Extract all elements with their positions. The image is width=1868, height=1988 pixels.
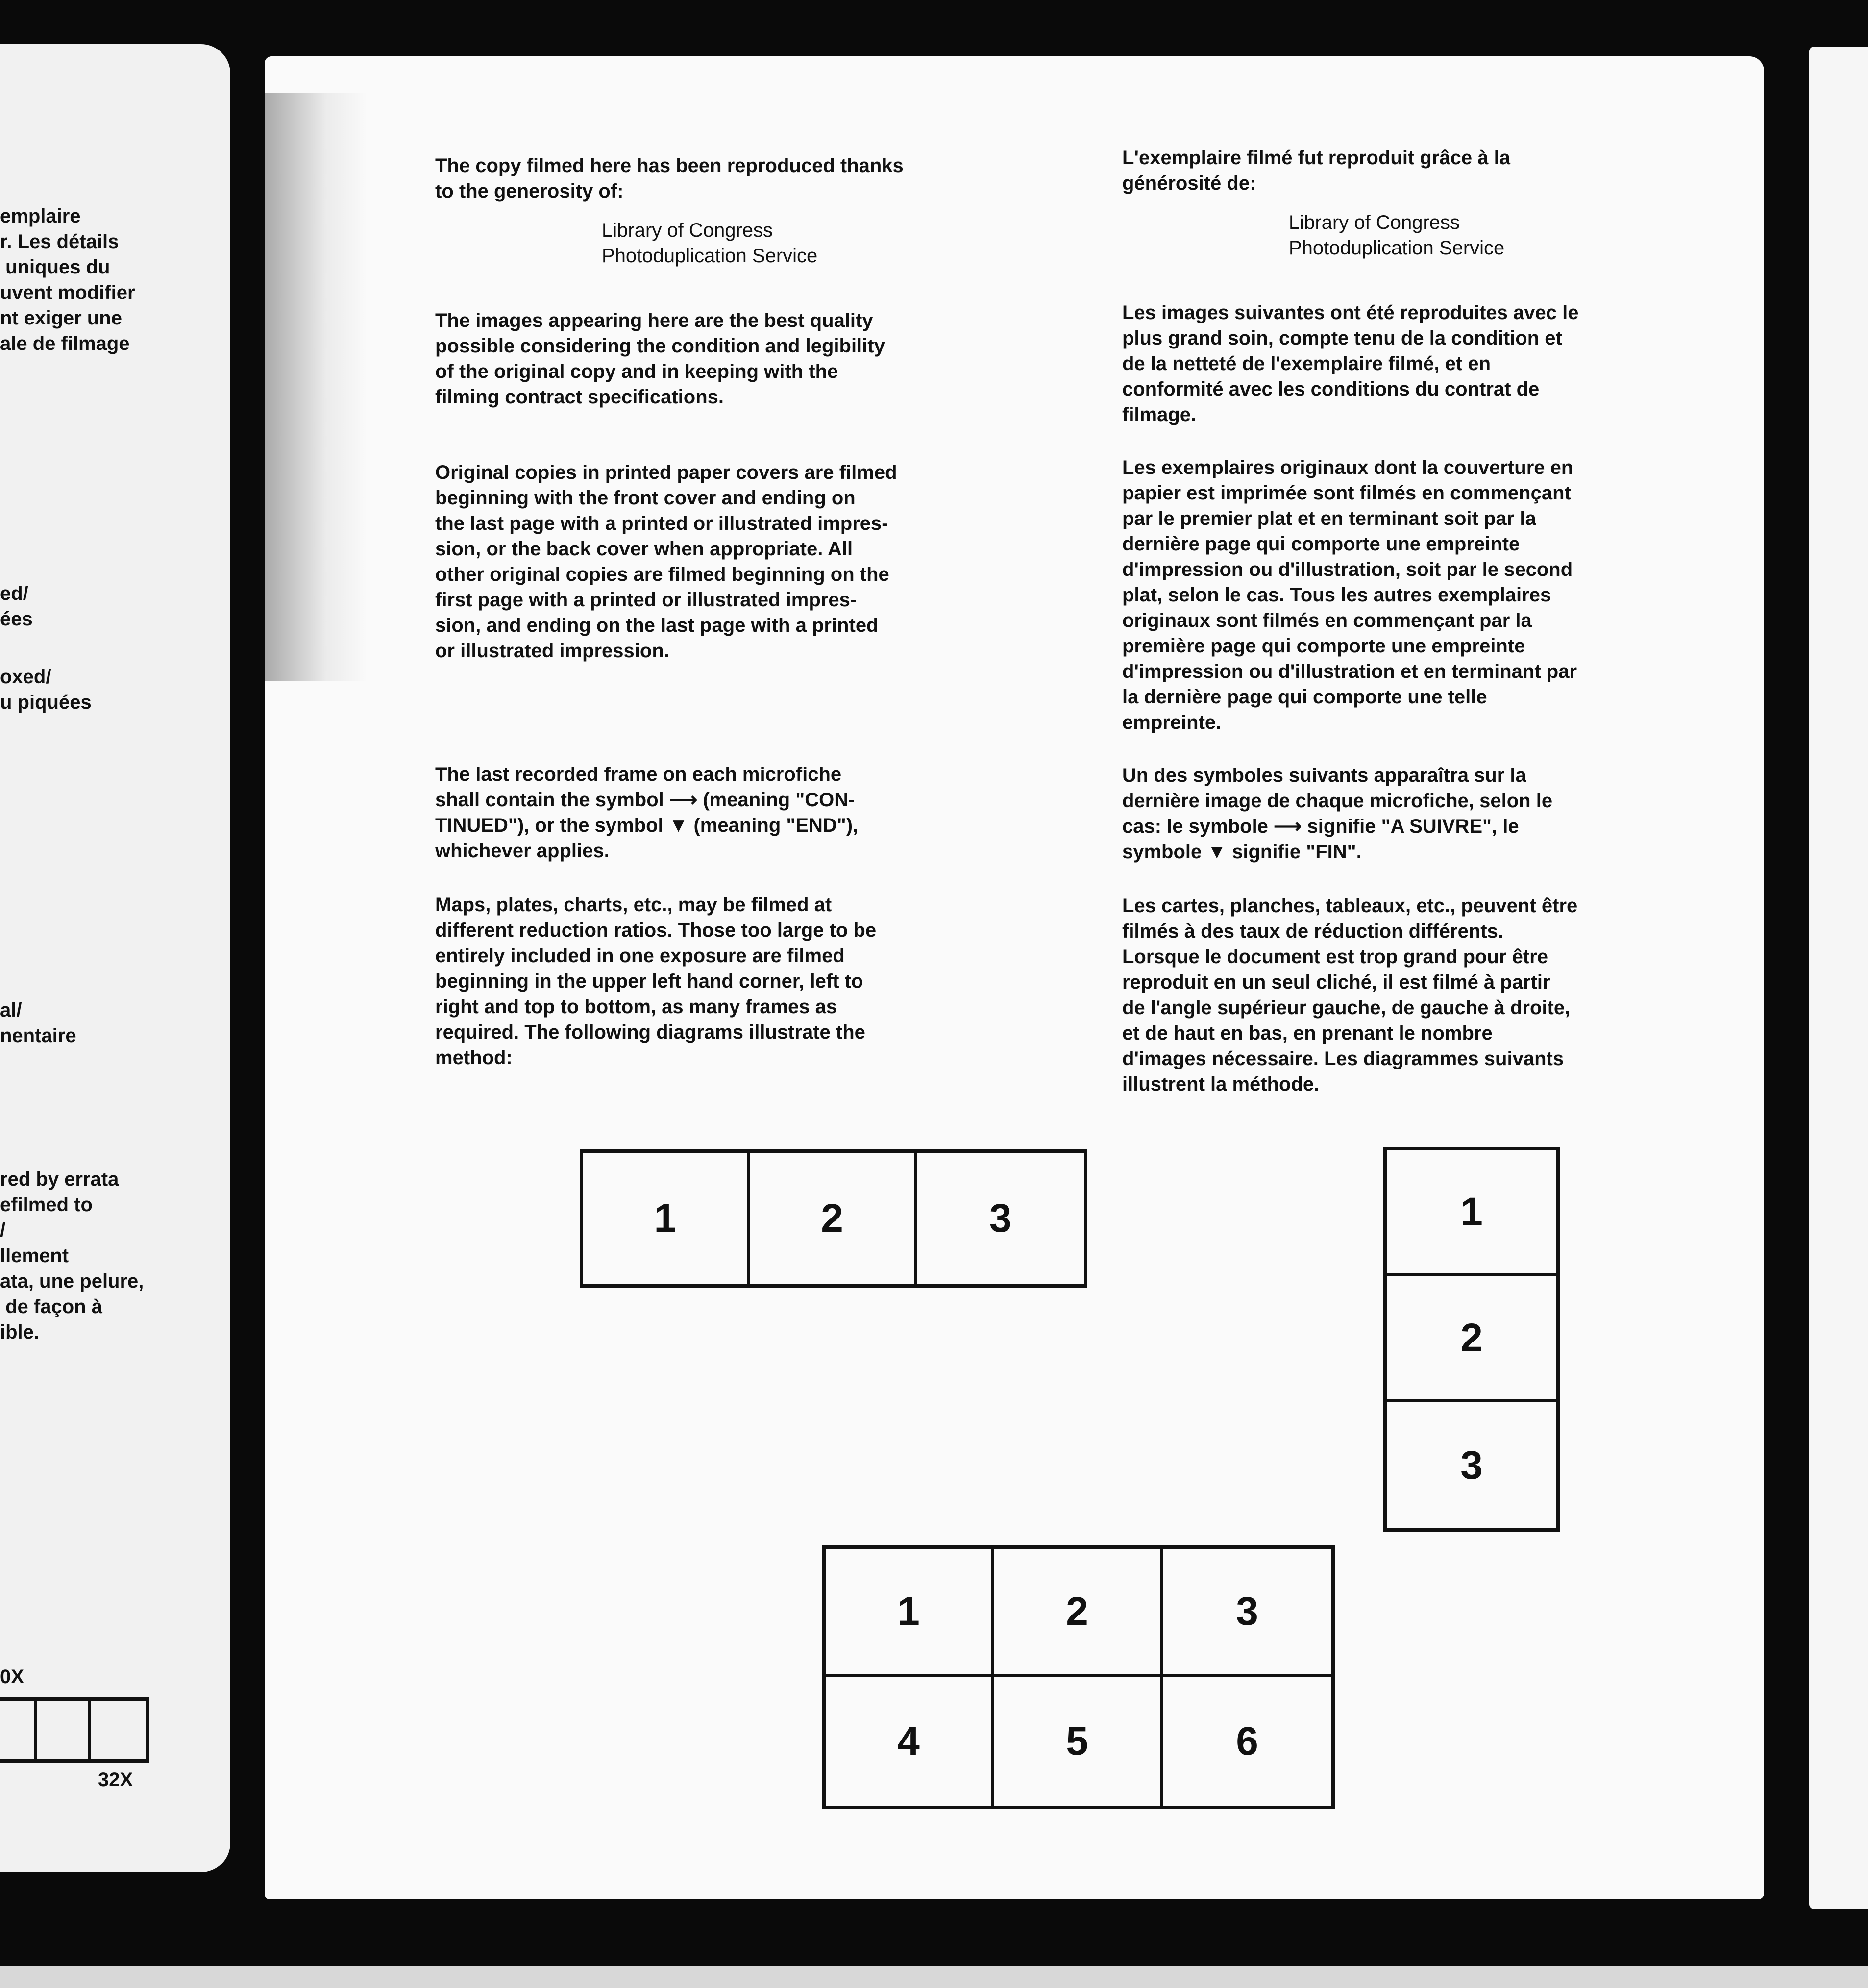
text-line: Les exemplaires originaux dont la couverture en	[1122, 457, 1573, 478]
text-line: filmés à des taux de réduction différents.	[1122, 920, 1503, 942]
page-shadow	[265, 93, 368, 681]
text-line: other original copies are filmed beginning on the	[435, 564, 889, 585]
text-line: plus grand soin, compte tenu de la condition et	[1122, 327, 1562, 349]
ruler-tick	[88, 1701, 91, 1759]
frame-cell: 3	[1163, 1549, 1331, 1677]
text-line: ale de filmage	[0, 333, 130, 354]
french-p1	[1122, 145, 1578, 196]
frame-cell: 1	[826, 1549, 994, 1677]
text-line: nentaire	[0, 1025, 76, 1046]
text-line: ata, une pelure,	[0, 1270, 144, 1292]
text-line: first page with a printed or illustrated impres-	[435, 589, 857, 611]
text-line: d'impression ou d'illustration et en terminant par	[1122, 661, 1577, 682]
text-line: originaux sont filmés en commençant par la	[1122, 610, 1532, 631]
text-line: ible.	[0, 1321, 40, 1343]
text-line: symbole ▼ signifie "FIN".	[1122, 841, 1362, 863]
text-line: Original copies in printed paper covers are filmed	[435, 462, 897, 483]
english-p5	[435, 892, 904, 1070]
text-line: reproduit en un seul cliché, il est filmé à partir	[1122, 971, 1550, 993]
text-line: d'impression ou d'illustration, soit par le second	[1122, 559, 1573, 580]
diagram-vertical	[1383, 1147, 1560, 1532]
french-credit	[1122, 210, 1578, 261]
text-line: uniques du	[0, 256, 110, 278]
text-line: Les images suivantes ont été reproduites avec le	[1122, 302, 1579, 323]
french-p4	[1122, 763, 1578, 865]
french-p5	[1122, 893, 1578, 1097]
frame-cell: 3	[1460, 1442, 1483, 1488]
text-line: right and top to bottom, as many frames as	[435, 996, 837, 1018]
text-line: papier est imprimée sont filmés en commençant	[1122, 482, 1571, 504]
text-line: u piquées	[0, 692, 92, 713]
bottom-edge	[0, 1966, 1868, 1988]
reduction-ruler	[0, 1697, 149, 1763]
english-p2	[435, 308, 904, 410]
english-p4	[435, 762, 904, 864]
text-line: possible considering the condition and legibility	[435, 335, 885, 357]
text-line: different reduction ratios. Those too large to be	[435, 919, 877, 941]
french-p3	[1122, 455, 1578, 735]
text-line: uvent modifier	[0, 282, 135, 303]
text-line: The copy filmed here has been reproduced thanks	[435, 155, 904, 176]
diagram-grid	[822, 1545, 1335, 1809]
left-fragment-block-2	[0, 581, 33, 632]
text-line: sion, and ending on the last page with a printed	[435, 615, 879, 636]
text-line: efilmed to	[0, 1194, 93, 1216]
left-fragment-block-5	[0, 1167, 144, 1345]
english-p1	[435, 153, 904, 204]
text-line: Photoduplication Service	[1289, 237, 1505, 259]
text-line: Un des symboles suivants apparaîtra sur la	[1122, 765, 1526, 786]
text-line: The images appearing here are the best quality	[435, 310, 873, 331]
text-line: première page qui comporte une empreinte	[1122, 635, 1525, 657]
text-line: the last page with a printed or illustrated impres-	[435, 513, 888, 534]
text-line: plat, selon le cas. Tous les autres exemplaires	[1122, 584, 1551, 606]
text-line: required. The following diagrams illustrate the	[435, 1021, 865, 1043]
text-line: or illustrated impression.	[435, 640, 669, 662]
text-line: filmage.	[1122, 404, 1197, 425]
text-line: la dernière page qui comporte une telle	[1122, 686, 1487, 708]
text-line: /	[0, 1219, 6, 1241]
text-line: beginning with the front cover and ending on	[435, 487, 856, 509]
text-line: to the generosity of:	[435, 180, 624, 202]
frame-cell: 1	[1387, 1150, 1556, 1276]
text-line: TINUED"), or the symbol ▼ (meaning "END"),	[435, 815, 859, 836]
text-line: oxed/	[0, 666, 51, 688]
text-line: Library of Congress	[1289, 212, 1460, 233]
text-line: The last recorded frame on each microfiche	[435, 764, 842, 785]
text-line: llement	[0, 1245, 69, 1267]
english-credit	[435, 218, 904, 269]
text-line: nt exiger une	[0, 307, 122, 329]
text-line: dernière page qui comporte une empreinte	[1122, 533, 1520, 555]
text-line: whichever applies.	[435, 840, 610, 862]
frame-cell: 2	[1387, 1276, 1556, 1402]
text-line: de façon à	[0, 1296, 102, 1317]
french-column	[1122, 145, 1578, 1097]
ruler-top-label: 0X	[0, 1666, 24, 1688]
text-line: beginning in the upper left hand corner, left to	[435, 970, 863, 992]
text-line: al/	[0, 999, 22, 1021]
frame-cell: 4	[826, 1677, 994, 1806]
frame-cell: 2	[750, 1153, 917, 1284]
text-line: d'images nécessaire. Les diagrammes suivants	[1122, 1048, 1564, 1069]
diagram-horizontal	[580, 1149, 1087, 1288]
text-line: ées	[0, 608, 33, 630]
text-line: L'exemplaire filmé fut reproduit grâce à la	[1122, 147, 1510, 169]
text-line: Les cartes, planches, tableaux, etc., peuvent être	[1122, 895, 1578, 917]
text-line: filming contract specifications.	[435, 386, 724, 408]
ruler-tick	[34, 1701, 37, 1759]
left-fragment-block-4	[0, 997, 76, 1048]
text-line: conformité avec les conditions du contrat de	[1122, 378, 1540, 400]
text-line: cas: le symbole ⟶ signifie "A SUIVRE", le	[1122, 816, 1519, 837]
frame-cell: 5	[994, 1677, 1163, 1806]
text-line: r. Les détails	[0, 231, 119, 252]
frame-cell: 3	[989, 1196, 1012, 1241]
right-page-edge	[1809, 47, 1868, 1909]
text-line: empreinte.	[1122, 712, 1222, 733]
text-line: Photoduplication Service	[602, 245, 818, 267]
left-fragment-block-3	[0, 664, 92, 715]
text-line: method:	[435, 1047, 513, 1069]
text-line: emplaire	[0, 205, 81, 227]
frame-cell: 2	[994, 1549, 1163, 1677]
text-line: Library of Congress	[602, 220, 773, 241]
text-line: Maps, plates, charts, etc., may be filmed at	[435, 894, 832, 916]
french-p2	[1122, 300, 1578, 427]
text-line: illustrent la méthode.	[1122, 1073, 1320, 1095]
text-line: red by errata	[0, 1168, 119, 1190]
text-line: de la netteté de l'exemplaire filmé, et en	[1122, 353, 1491, 374]
english-column	[435, 153, 904, 1070]
text-line: et de haut en bas, en prenant le nombre	[1122, 1022, 1493, 1044]
text-line: de l'angle supérieur gauche, de gauche à droite,	[1122, 997, 1571, 1019]
left-fragment-block-1	[0, 203, 135, 356]
ruler-bottom-label: 32X	[98, 1769, 133, 1790]
text-line: Lorsque le document est trop grand pour être	[1122, 946, 1548, 968]
text-line: sion, or the back cover when appropriate. All	[435, 538, 853, 560]
text-line: dernière image de chaque microfiche, selon le	[1122, 790, 1553, 812]
text-line: of the original copy and in keeping with the	[435, 361, 838, 382]
text-line: shall contain the symbol ⟶ (meaning "CON-	[435, 789, 855, 811]
text-line: entirely included in one exposure are filmed	[435, 945, 845, 967]
english-p3	[435, 460, 904, 664]
frame-cell: 1	[583, 1153, 750, 1284]
frame-cell: 6	[1236, 1719, 1258, 1764]
text-line: par le premier plat et en terminant soit par la	[1122, 508, 1536, 529]
text-line: ed/	[0, 583, 28, 604]
text-line: générosité de:	[1122, 173, 1256, 194]
